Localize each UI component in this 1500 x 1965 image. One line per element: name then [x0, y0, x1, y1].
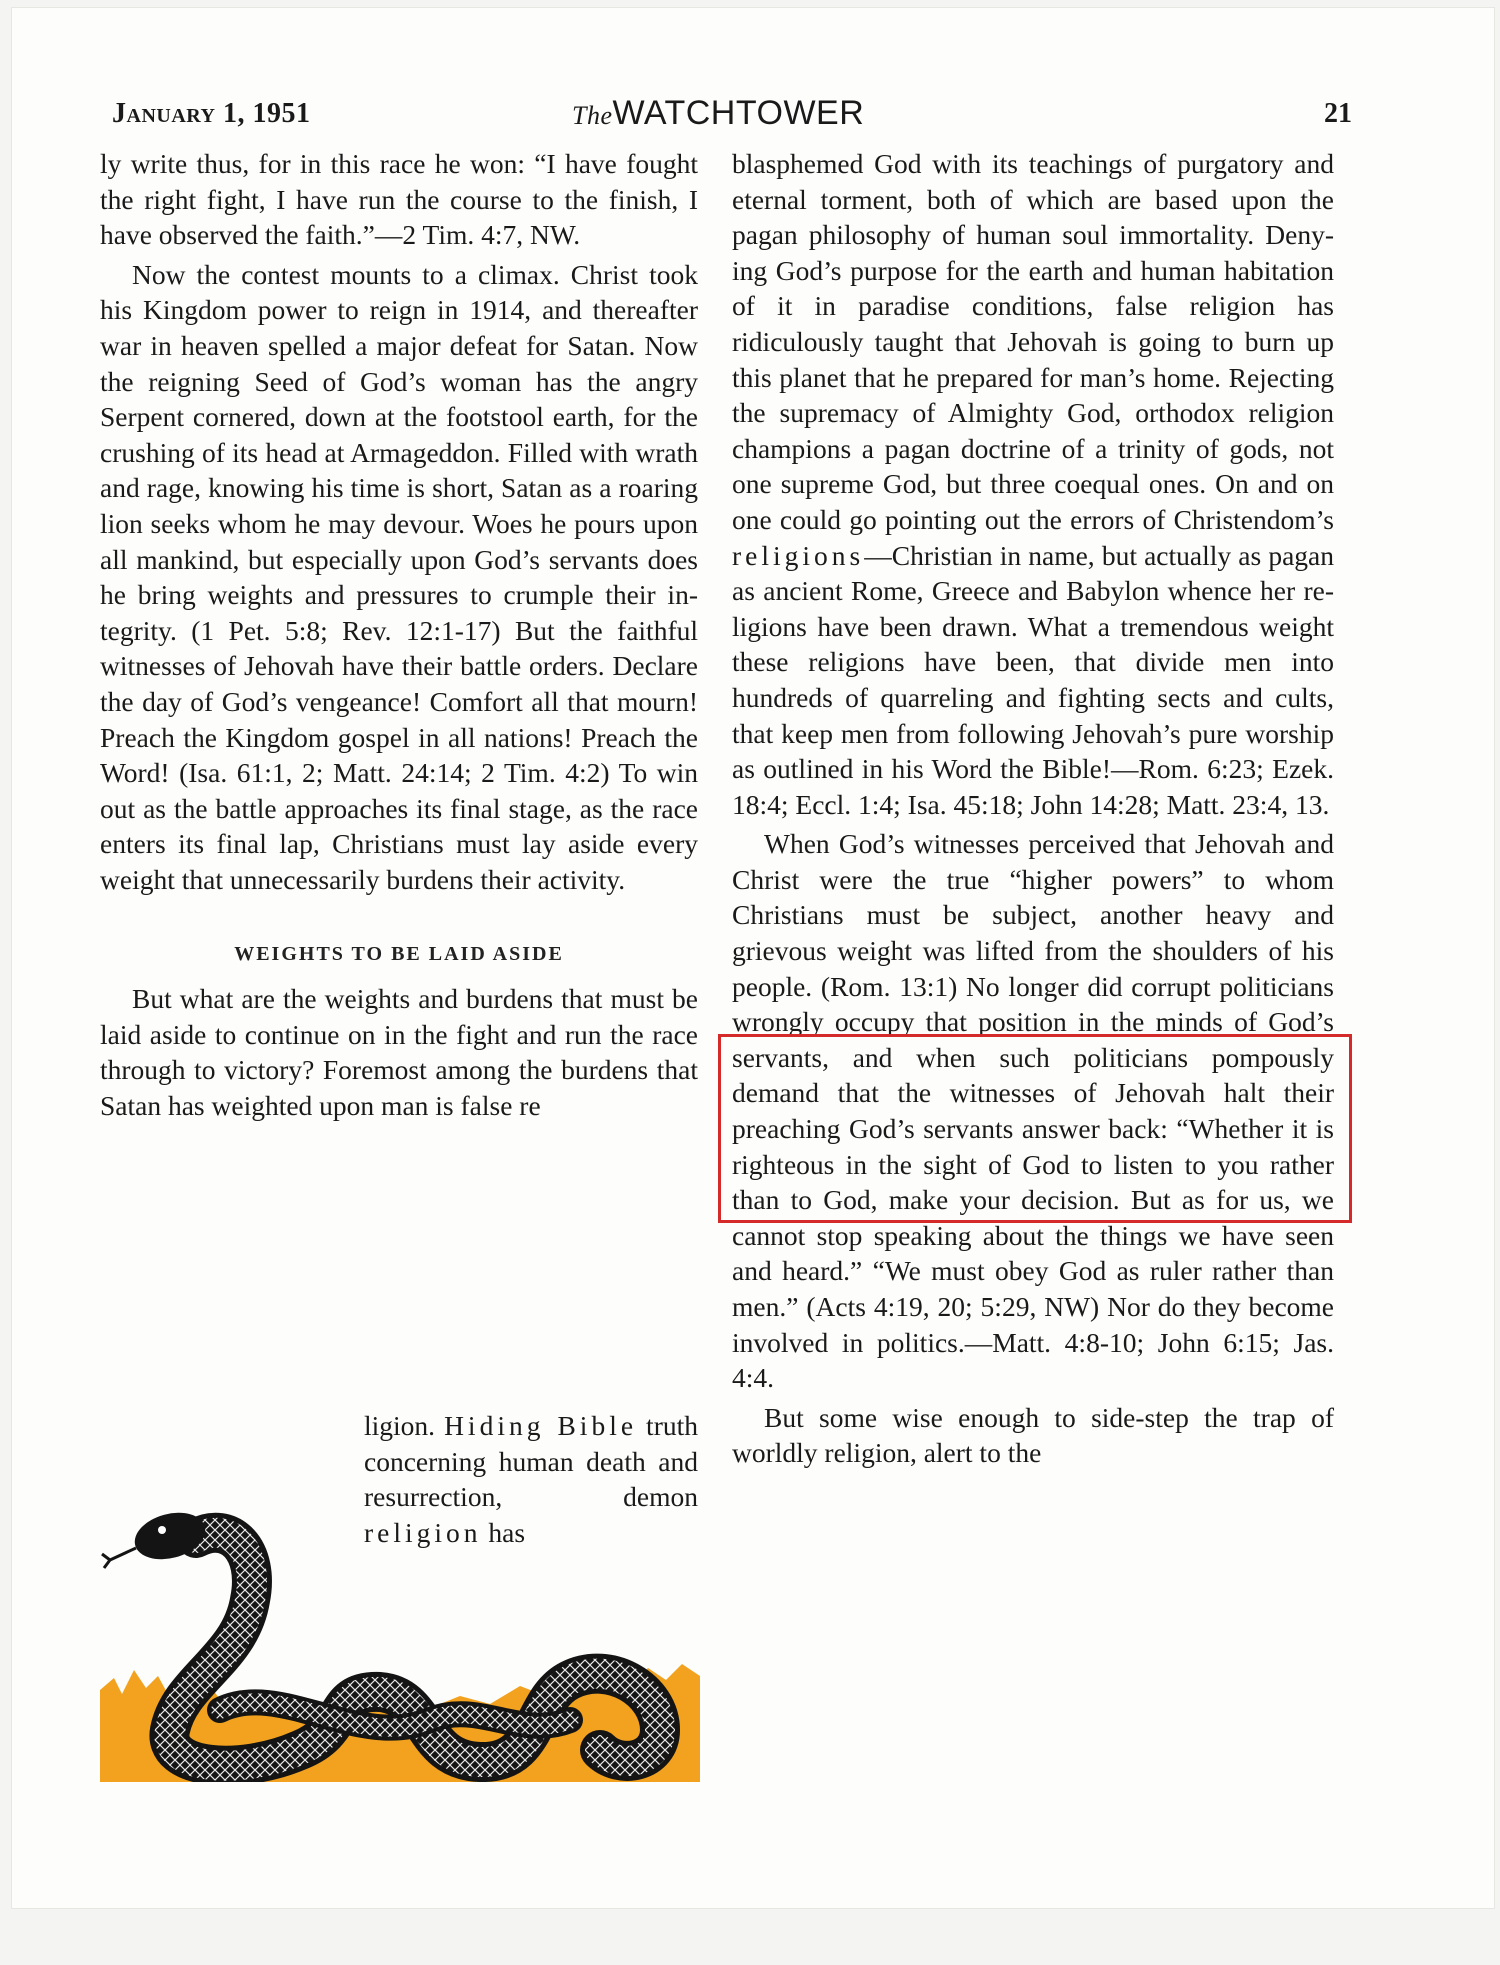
page-header: [112, 94, 1352, 138]
paragraph: But some wise enough to side-step the trap of worldly religion, alert to the: [732, 1401, 1334, 1469]
left-column: [100, 146, 698, 1127]
paragraph: But what are the weights and burdens that must be laid aside to continue on in the fight and run the race through to victory? Foremost among the burdens that Satan has weighted upon man is false re: [100, 983, 698, 1121]
paragraph: Now the contest mounts to a climax. Christ took his Kingdom power to reign in 1914, and thereafter war in heaven spelled a major defeat for Satan. Now the reigning Seed of God’s woman has the angry Serpent cornered, down at the footstool earth, for the crushing of its head at Armageddon. Filled with wrath and rage, knowing his time is short, Satan as a roaring lion seeks whom he may devour. Woes he pours upon all mankind, but especially upon God’s servants does he bring weights and pressures to crumple their integrity. (1 Pet. 5:8; Rev. 12:1-17) But the faithful witnesses of Jehovah have their battle orders. Declare the day of God’s vengeance! Comfort all that mourn! Preach the Kingdom gospel in all nations! Preach the Word! (Isa. 61:1, 2; Matt. 24:14; 2 Tim. 4:2) To win out as the battle approaches its final stage, as the race enters its final lap, Christians must lay aside every weight that unnecessarily burdens their activity.: [100, 258, 698, 895]
serpent-illustration: [100, 1450, 700, 1782]
paragraph: ly write thus, for in this race he won: “I have fought the right fight, I have run the course to the finish, I have observed the faith.”—2 Tim. 4:7, NW.: [100, 148, 698, 251]
page-number: 21: [1324, 98, 1352, 129]
paragraph: blasphemed God with its teachings of purgatory and eternal torment, both of which are based upon the pagan philosophy of human soul immortality. Denying God’s purpose for the earth and human habitation of it in paradise conditions, false religion has ridiculously taught that Jehovah is going to burn up this planet that he prepared for man’s home. Rejecting the supremacy of Almighty God, orthodox religion champions a pagan doctrine of a trinity of gods, not one supreme God, but three coequal ones. On and on one could go pointing out the errors of Christendom’s religions—Christian in name, but actually as pagan as ancient Rome, Greece and Babylon whence her religions have been drawn. What a tremendous weight these religions have been, that divide men into hundreds of quarreling and fighting sects and cults, that keep men from following Jehovah’s pure worship as outlined in his Word the Bible!—Rom. 6:23; Ezek. 18:4; Eccl. 1:4; Isa. 45:18; John 14:28; Matt. 23:4, 13.: [732, 148, 1334, 820]
paragraph-continuation: ligion. Hiding Bible truth concerning human death and resurrection, demon religion has: [364, 1410, 698, 1548]
right-column: [732, 146, 1334, 1475]
highlighted-paragraph: When God’s witnesses perceived that Jehovah and Christ were the true “higher powers” to whom Christians must be subject, another heavy and grievous weight was lifted from the shoulders of his people. (Rom. 13:1) No longer did corrupt politicians wrongly occupy that position in the minds of God’s servants, and when such politicians pompously demand that the witnesses of Jehovah halt their preaching God’s servants answer back: “Whether it is righteous in the sight of God to listen to you rather than to God, make your decision. But as for us, we cannot stop speaking about the things we have seen and heard.” “We must obey God as ruler rather than men.” (Acts 4:19, 20; 5:29, NW) Nor do they become involved in politics.—Matt. 4:8-10; John 6:15; Jas. 4:4.: [732, 828, 1334, 1394]
issue-date: January 1, 1951: [112, 98, 311, 129]
serpent-tongue: [102, 1548, 136, 1568]
magazine-title: TheWATCHTOWER: [572, 94, 865, 132]
section-heading: WEIGHTS TO BE LAID ASIDE: [234, 943, 564, 966]
